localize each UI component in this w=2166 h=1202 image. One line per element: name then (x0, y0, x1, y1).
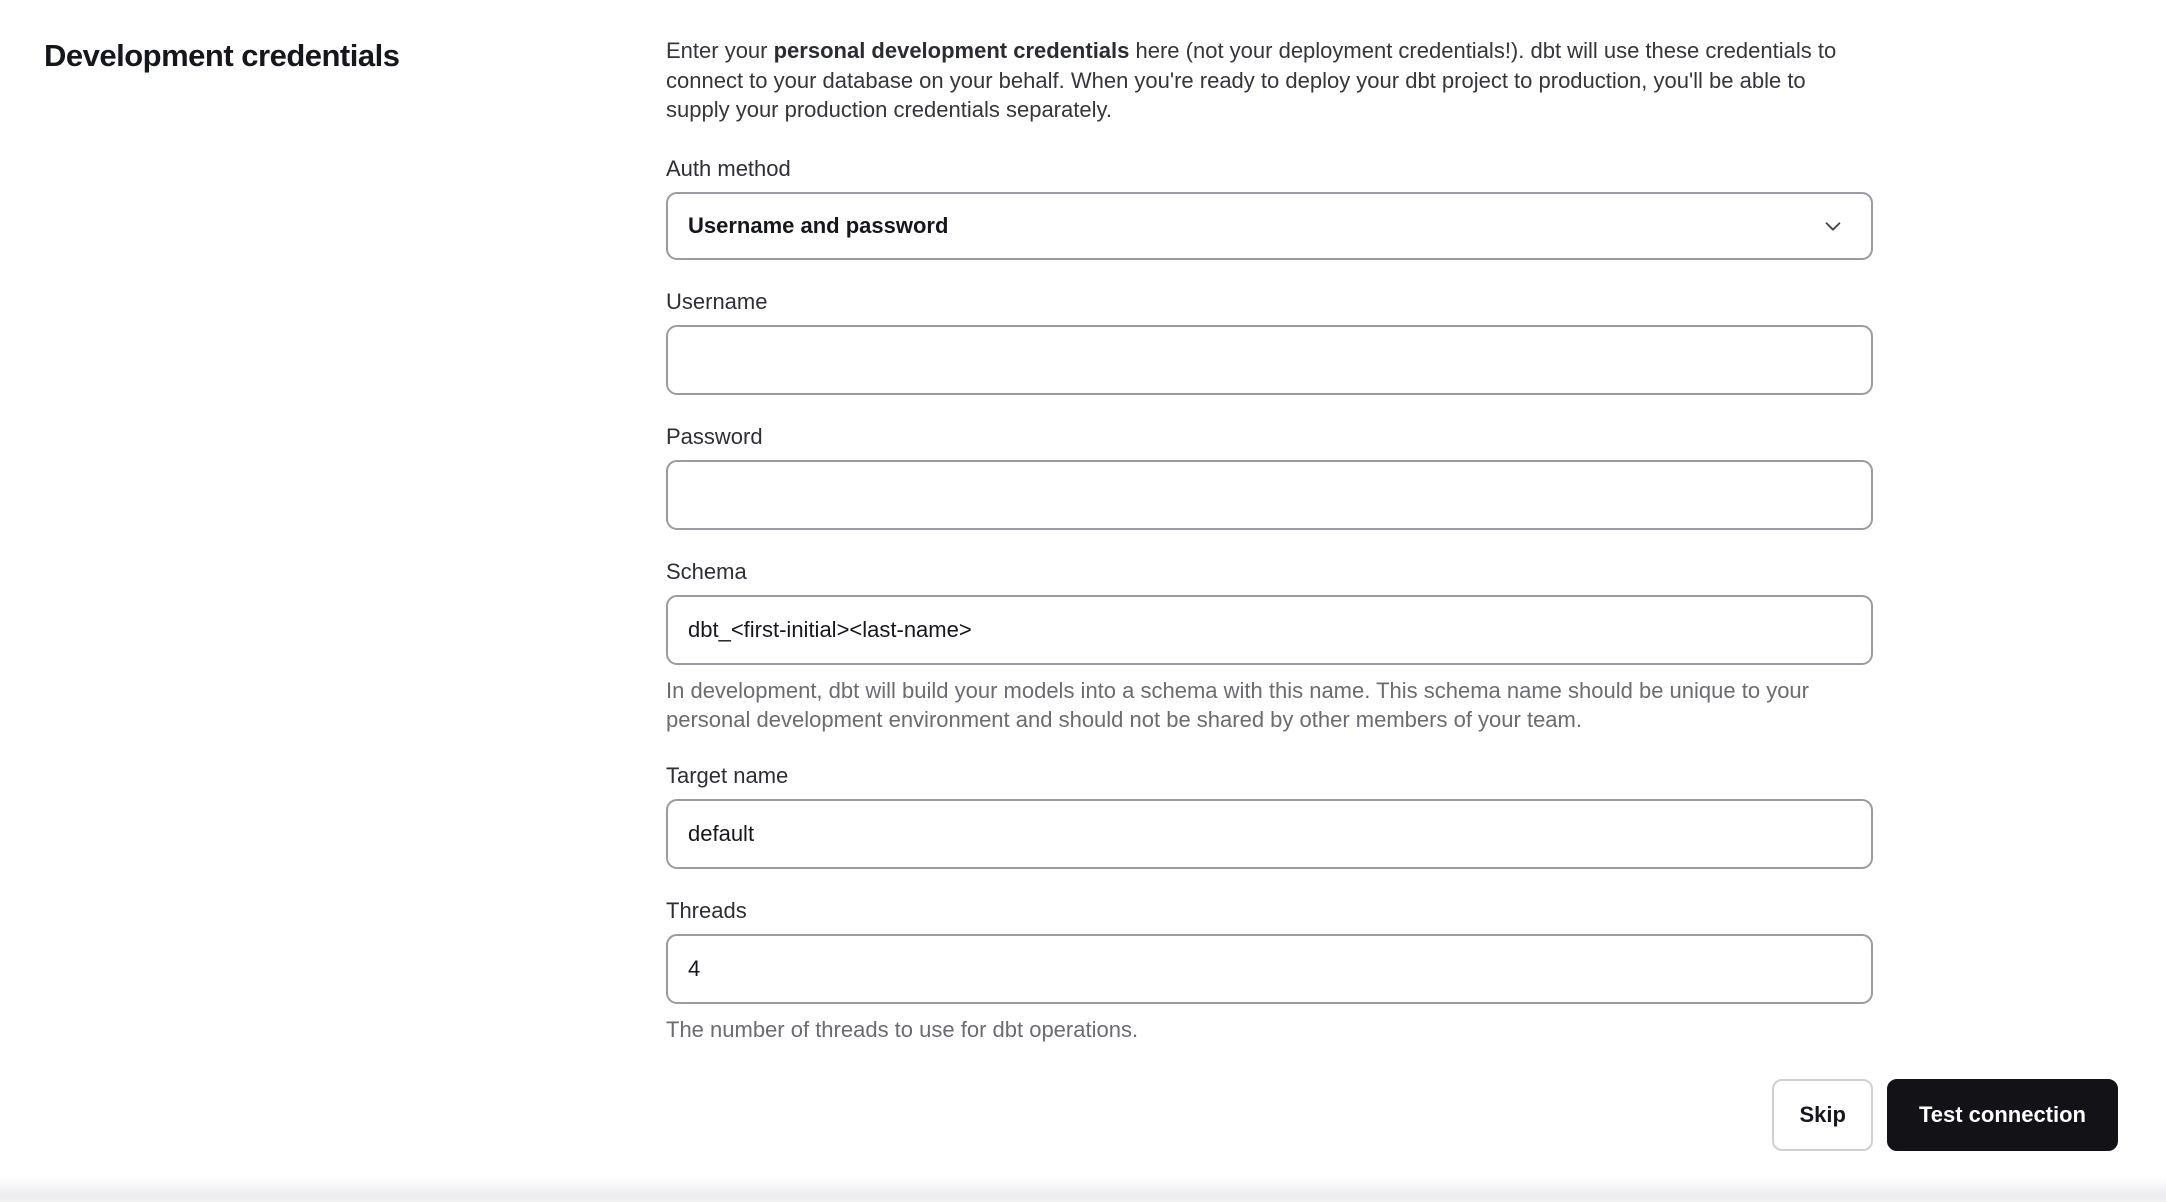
form-actions (1772, 1079, 2118, 1151)
credentials-form (666, 36, 1873, 1044)
threads-label: Threads (666, 897, 747, 923)
skip-button[interactable]: Skip (1772, 1079, 1872, 1151)
schema-label: Schema (666, 558, 747, 584)
bottom-scroll-shade (0, 1178, 2166, 1202)
auth-method-label: Auth method (666, 155, 791, 181)
password-label: Password (666, 423, 763, 449)
description-bold: personal development credentials (773, 38, 1130, 63)
schema-help-text: In development, dbt will build your models into a schema with this name. This schema name should be unique to your personal development environment and should not be shared by other members of your team. (666, 677, 1809, 732)
target-name-input[interactable] (666, 799, 1873, 869)
description-suffix: here (not your deployment credentials!). dbt will use these credentials to connect to your database on your behalf. When you're ready to deploy your dbt project to production, you'll be able to supply your production credentials separately. (666, 38, 1837, 122)
page-title: Development credentials (44, 38, 400, 73)
page-description (666, 36, 1861, 125)
username-input[interactable] (666, 325, 1873, 395)
chevron-down-icon (1821, 214, 1845, 238)
description-prefix: Enter your (666, 38, 774, 63)
auth-method-selected-value: Username and password (688, 212, 949, 238)
schema-input[interactable] (666, 595, 1873, 665)
auth-method-select[interactable] (666, 192, 1873, 260)
threads-help-text: The number of threads to use for dbt operations. (666, 1016, 1139, 1042)
threads-input[interactable] (666, 934, 1873, 1004)
username-label: Username (666, 288, 768, 314)
test-connection-button[interactable]: Test connection (1887, 1079, 2118, 1151)
target-name-label: Target name (666, 762, 789, 788)
password-input[interactable] (666, 460, 1873, 530)
